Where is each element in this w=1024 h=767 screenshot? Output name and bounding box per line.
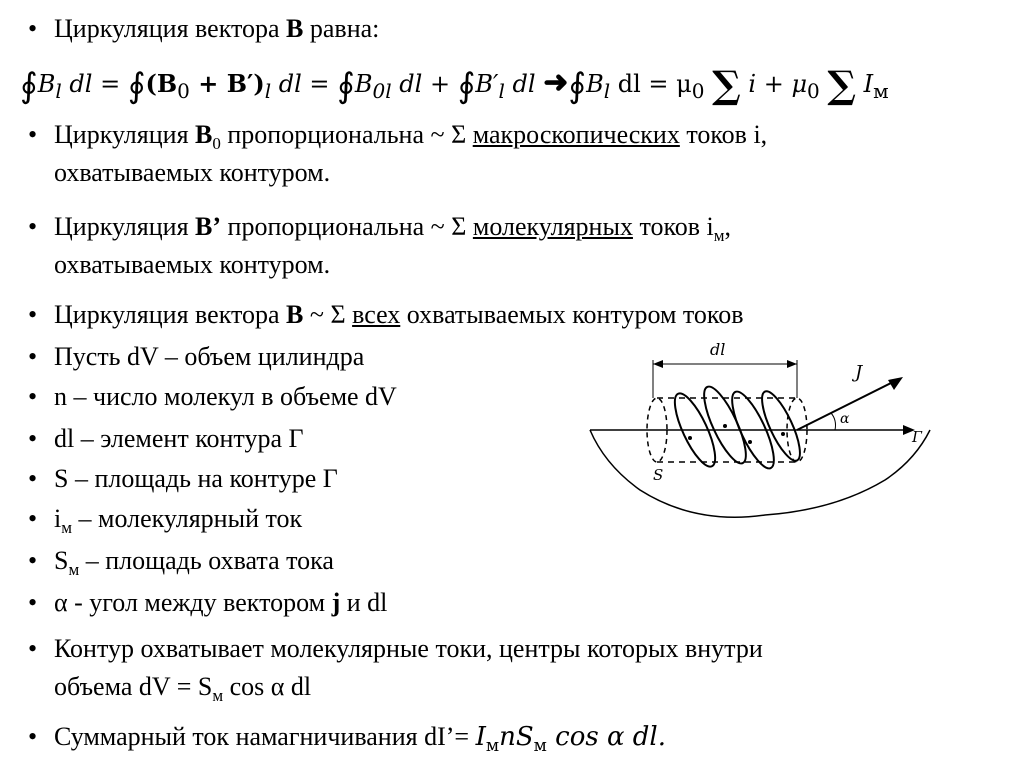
s-label: S bbox=[653, 466, 664, 484]
gamma-label: Г bbox=[912, 428, 922, 446]
bullet-marker: • bbox=[28, 14, 38, 43]
implies-arrow-icon: ➜ bbox=[543, 65, 569, 100]
alpha-label: α bbox=[840, 411, 850, 427]
j-arrow-icon bbox=[888, 377, 903, 390]
j-label: J bbox=[855, 362, 863, 383]
surface-outline bbox=[590, 430, 930, 517]
magnetization-diagram bbox=[585, 330, 940, 530]
dl-label: dl bbox=[710, 340, 726, 359]
circulation-formula: $∮B_l$ dl = $∮(B_0 + B')_l$ dl = $∮B_{0l}$ dl + $∮B'_l$ dl $➜∮B_l$ dl = $\mu_0$ ∑ $i + \mu_0$ ∑ $I_м$ bbox=[20, 62, 889, 107]
